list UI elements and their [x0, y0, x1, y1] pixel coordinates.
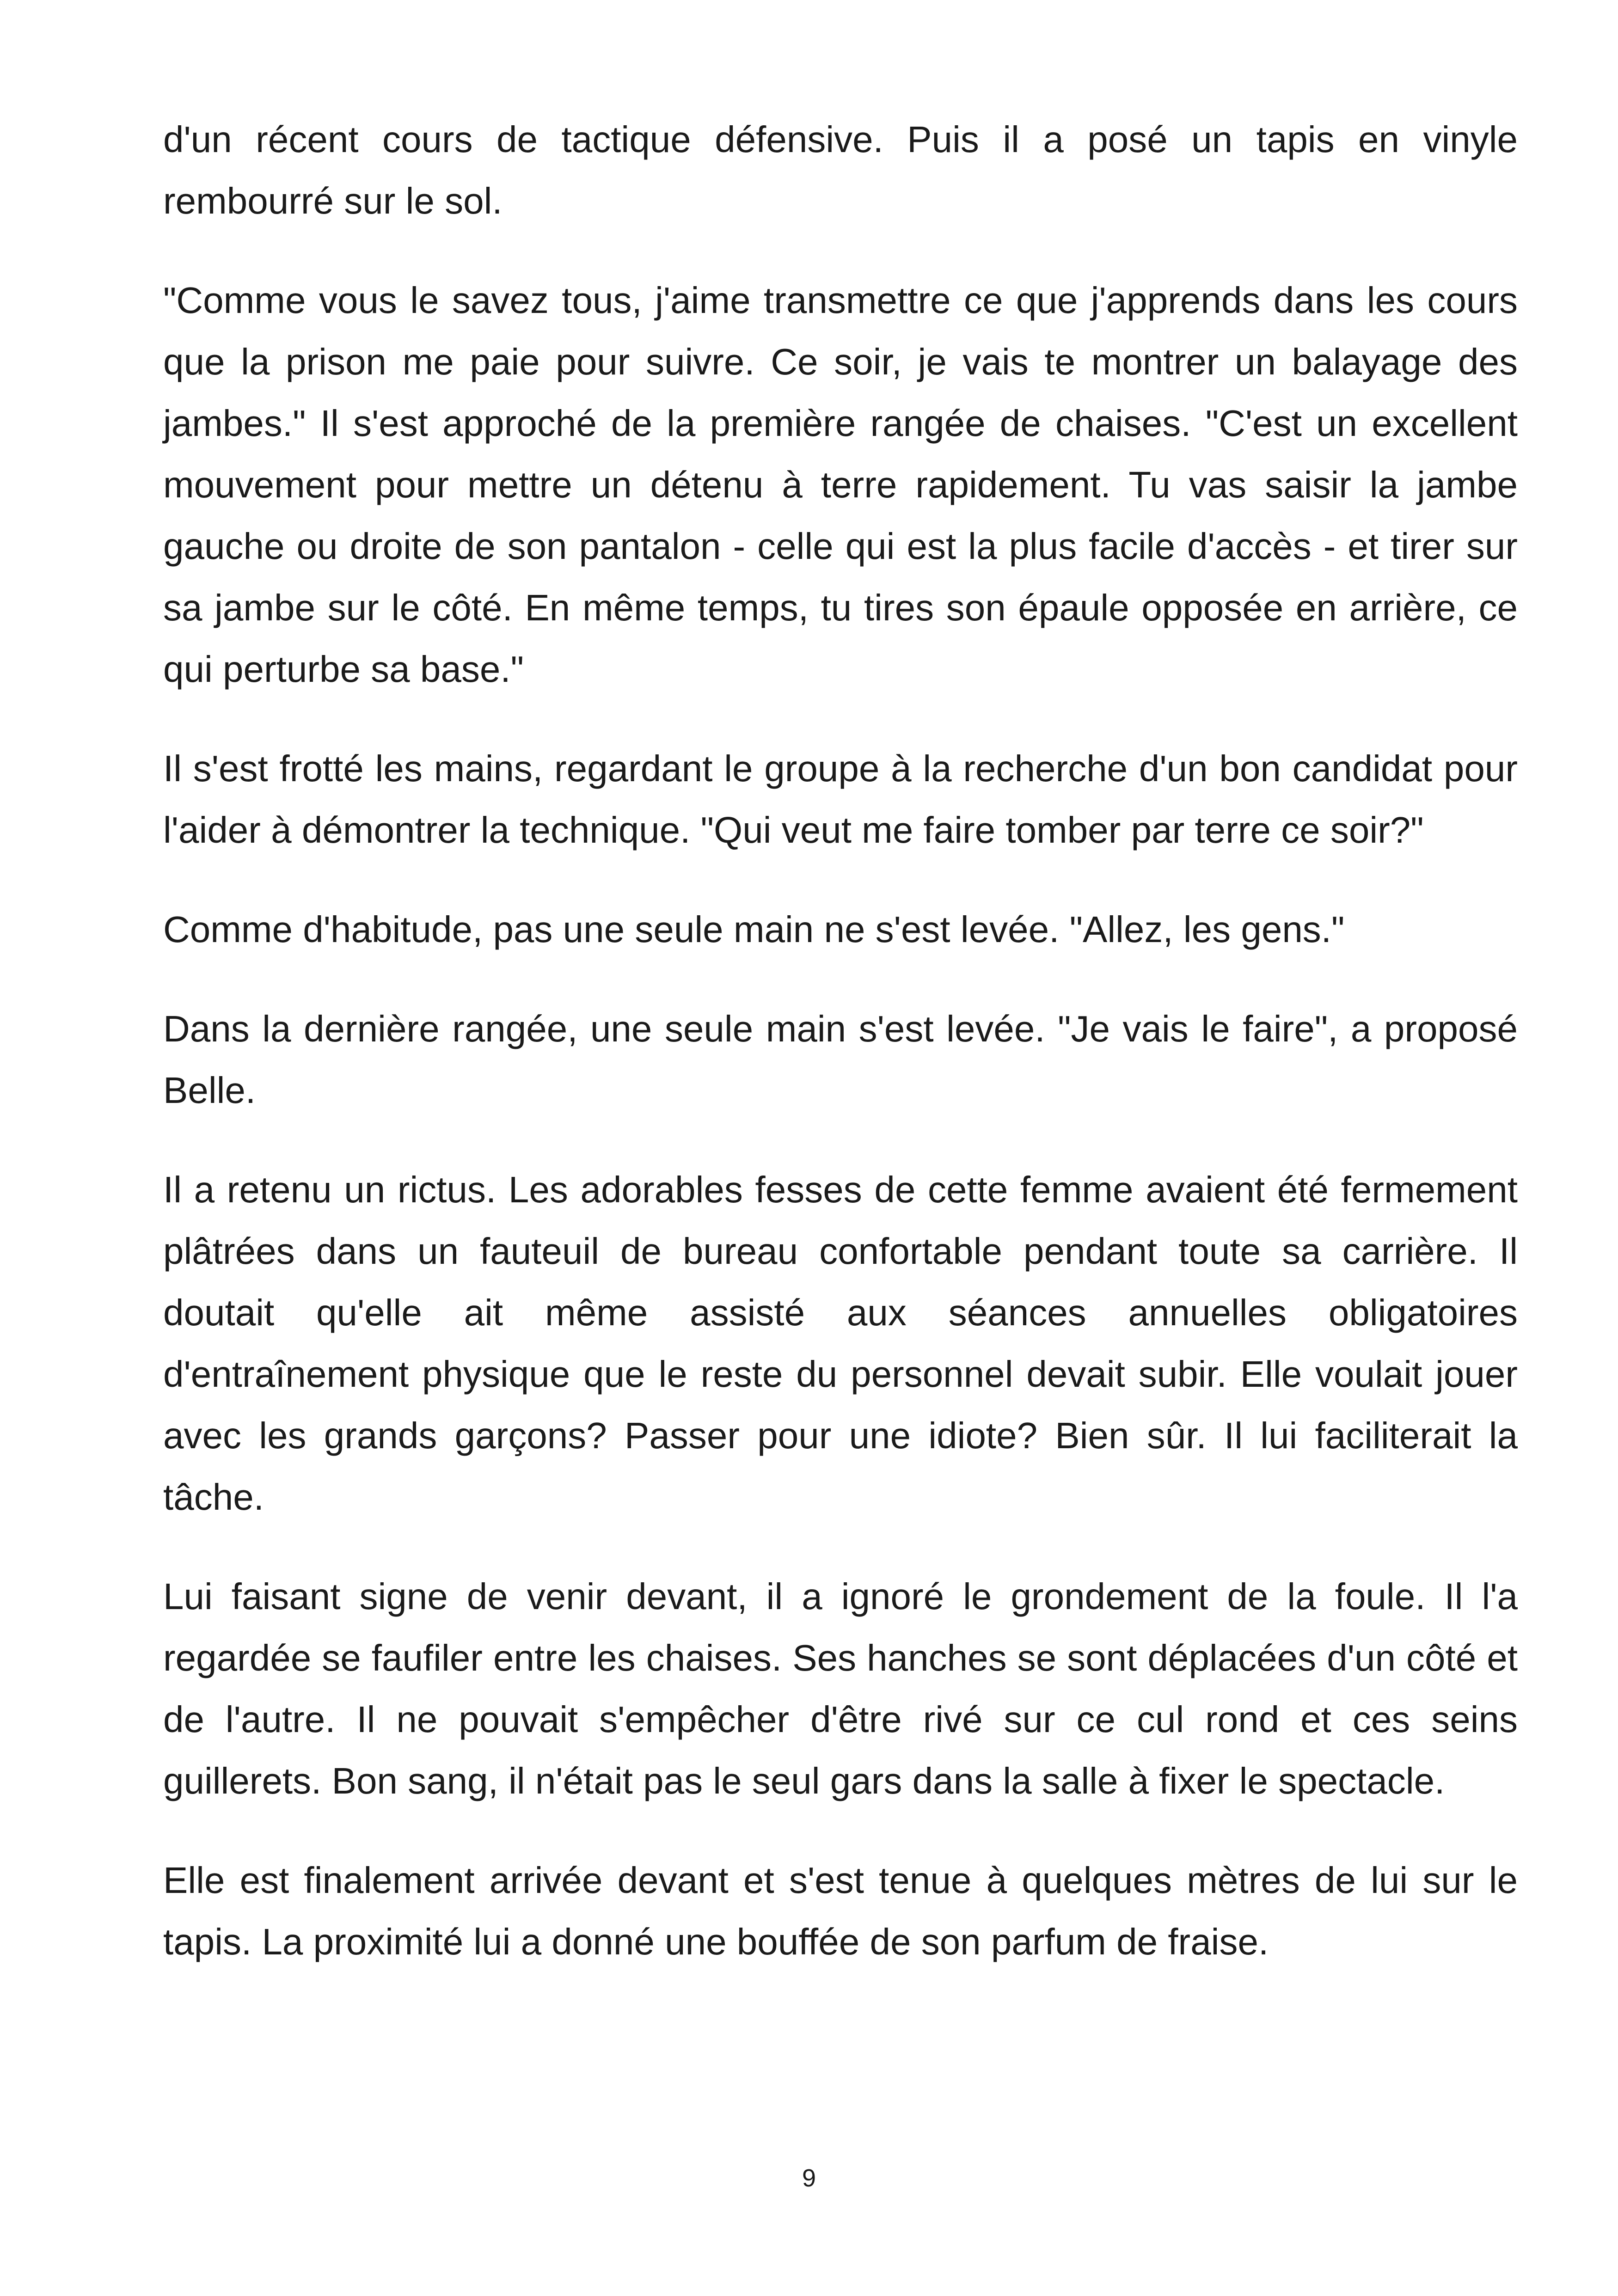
- document-body: [163, 109, 1518, 1972]
- paragraph-7: Lui faisant signe de venir devant, il a ignoré le grondement de la foule. Il l'a regardée se faufiler entre les chaises. Ses hanches se sont déplacées d'un côté et de l'autre. Il ne pouvait s'empêcher d'être rivé sur ce cul rond et ces seins guillerets. Bon sang, il n'était pas le seul gars dans la salle à fixer le spectacle.: [163, 1576, 1518, 1801]
- paragraph-8: Elle est finalement arrivée devant et s'est tenue à quelques mètres de lui sur le tapis. La proximité lui a donné une bouffée de son parfum de fraise.: [163, 1860, 1518, 1962]
- paragraph-1: d'un récent cours de tactique défensive. Puis il a posé un tapis en vinyle rembourré sur le sol.: [163, 119, 1518, 221]
- paragraph-5: Dans la dernière rangée, une seule main s'est levée. "Je vais le faire", a proposé Belle.: [163, 1008, 1518, 1111]
- paragraph-4: Comme d'habitude, pas une seule main ne s'est levée. "Allez, les gens.": [163, 909, 1345, 950]
- page-number: 9: [802, 2164, 816, 2192]
- paragraph-6: Il a retenu un rictus. Les adorables fesses de cette femme avaient été fermement plâtrées dans un fauteuil de bureau confortable pendant toute sa carrière. Il doutait qu'elle ait même assisté aux séances annuelles obligatoires d'entraînement physique que le reste du personnel devait subir. Elle voulait jouer avec les grands garçons? Passer pour une idiote? Bien sûr. Il lui faciliterait la tâche.: [163, 1169, 1518, 1518]
- paragraph-2: "Comme vous le savez tous, j'aime transmettre ce que j'apprends dans les cours que la prison me paie pour suivre. Ce soir, je vais te montrer un balayage des jambes." Il s'est approché de la première rangée de chaises. "C'est un excellent mouvement pour mettre un détenu à terre rapidement. Tu vas saisir la jambe gauche ou droite de son pantalon - celle qui est la plus facile d'accès - et tirer sur sa jambe sur le côté. En même temps, tu tires son épaule opposée en arrière, ce qui perturbe sa base.": [163, 280, 1518, 690]
- paragraph-3: Il s'est frotté les mains, regardant le groupe à la recherche d'un bon candidat pour l'aider à démontrer la technique. "Qui veut me faire tomber par terre ce soir?": [163, 748, 1518, 851]
